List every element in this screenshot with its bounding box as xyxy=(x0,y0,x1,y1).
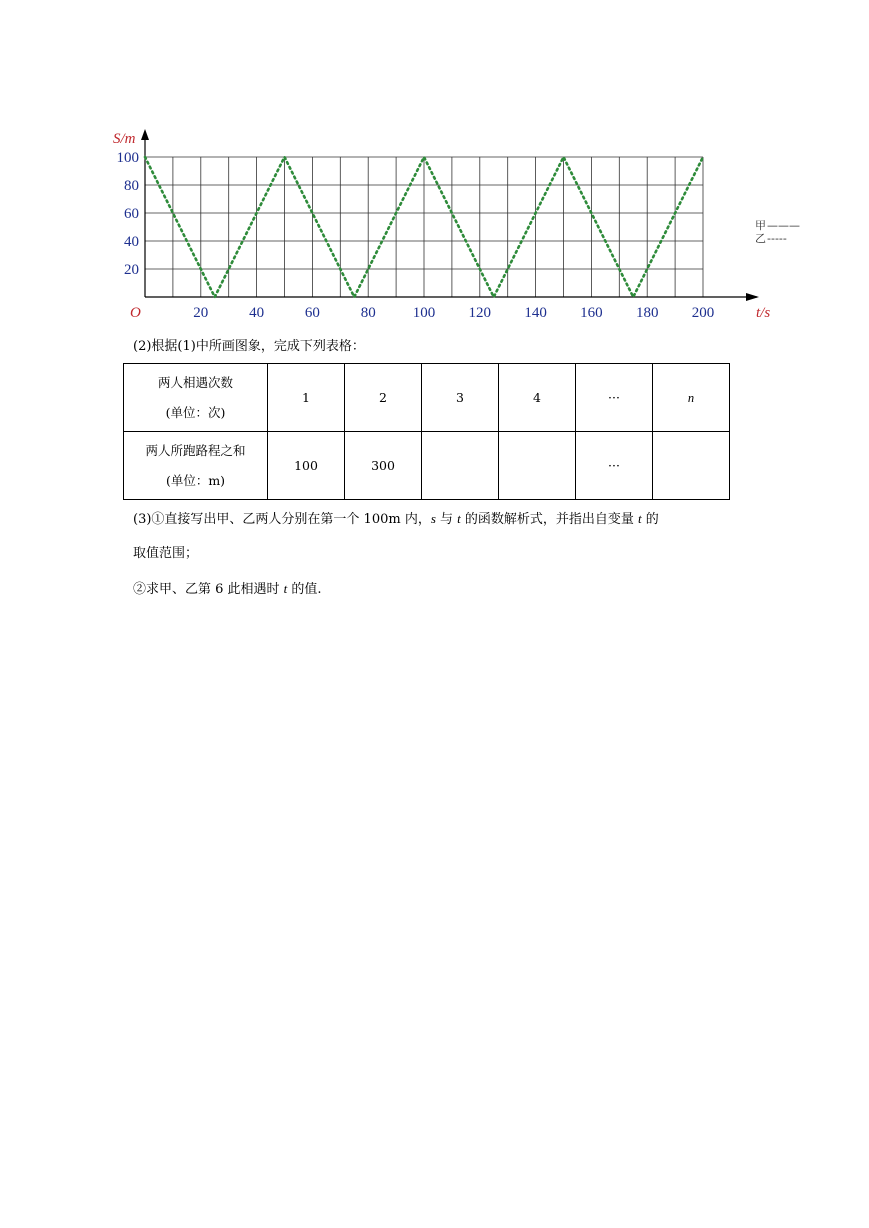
table-cell[interactable] xyxy=(499,432,576,500)
grid xyxy=(145,157,703,297)
x-tick-label: 80 xyxy=(360,305,376,321)
legend-label-jia: 甲 xyxy=(755,219,766,232)
x-tick-label: 20 xyxy=(193,305,209,321)
question-3-part-1 xyxy=(133,510,659,529)
y-tick-label: 60 xyxy=(124,206,139,222)
legend-line-yi: ----- xyxy=(767,232,787,245)
x-tick-label: 120 xyxy=(468,305,492,321)
x-tick-label: 60 xyxy=(304,305,320,321)
table-cell: 2 xyxy=(345,364,422,432)
x-tick-label: 140 xyxy=(524,305,547,321)
var-t: t xyxy=(638,511,642,526)
y-axis-label: S/m xyxy=(113,131,136,147)
origin-label: O xyxy=(130,305,141,321)
q3-part2-text-b: 的值. xyxy=(287,582,322,597)
table-cell: ··· xyxy=(576,432,653,500)
table-cell[interactable] xyxy=(422,432,499,500)
x-tick-label: 200 xyxy=(691,305,715,321)
meeting-table xyxy=(123,363,730,500)
question-3-part-1-cont: 取值范围； xyxy=(133,546,199,561)
legend-label-yi: 乙 xyxy=(755,232,766,245)
q3-part2-text-a: ②求甲、乙第 6 此相遇时 xyxy=(133,582,284,597)
var-t: t xyxy=(457,511,461,526)
y-tick-label: 40 xyxy=(124,234,139,250)
x-axis-arrow xyxy=(746,293,759,301)
row-header-distance-sum xyxy=(124,432,268,500)
y-tick-label: 20 xyxy=(124,262,139,278)
q3-text-b: 与 xyxy=(435,512,458,527)
y-axis-arrow xyxy=(141,129,149,140)
x-axis-label: t/s xyxy=(756,305,771,321)
question-3-part-2 xyxy=(133,580,322,599)
table-cell: 300 xyxy=(345,432,422,500)
table-cell: ··· xyxy=(576,364,653,432)
x-tick-label: 160 xyxy=(580,305,603,321)
q3-text-a: (3)①直接写出甲、乙两人分别在第一个 100m 内， xyxy=(133,512,431,527)
q3-text-c: 的函数解析式，并指出自变量 xyxy=(460,512,639,527)
question-2-text: (2)根据(1)中所画图象，完成下列表格： xyxy=(133,339,365,354)
graph xyxy=(0,0,869,330)
header-line: 两人所跑路程之和 xyxy=(145,442,246,458)
x-tick-label: 40 xyxy=(249,305,265,321)
table-cell: 4 xyxy=(499,364,576,432)
q3-text-d: 的 xyxy=(641,512,659,527)
table-row xyxy=(124,432,730,500)
x-tick-label: 180 xyxy=(635,305,659,321)
y-tick-label: 100 xyxy=(116,150,139,166)
table-cell: 1 xyxy=(268,364,345,432)
row-header-meet-count xyxy=(124,364,268,432)
axes xyxy=(141,129,759,301)
header-line: 两人相遇次数 xyxy=(157,374,233,390)
x-tick-label: 100 xyxy=(412,305,436,321)
table-cell: 100 xyxy=(268,432,345,500)
table-cell[interactable] xyxy=(653,432,730,500)
table-row xyxy=(124,364,730,432)
table-cell: n xyxy=(653,364,730,432)
y-tick-label: 80 xyxy=(124,178,139,194)
header-unit: (单位：m) xyxy=(165,472,226,488)
table-cell: 3 xyxy=(422,364,499,432)
var-t: t xyxy=(283,581,288,596)
var-s: s xyxy=(430,511,436,526)
legend-line-jia: ——— xyxy=(767,219,800,232)
legend xyxy=(755,219,800,245)
header-unit: (单位：次) xyxy=(165,404,226,420)
